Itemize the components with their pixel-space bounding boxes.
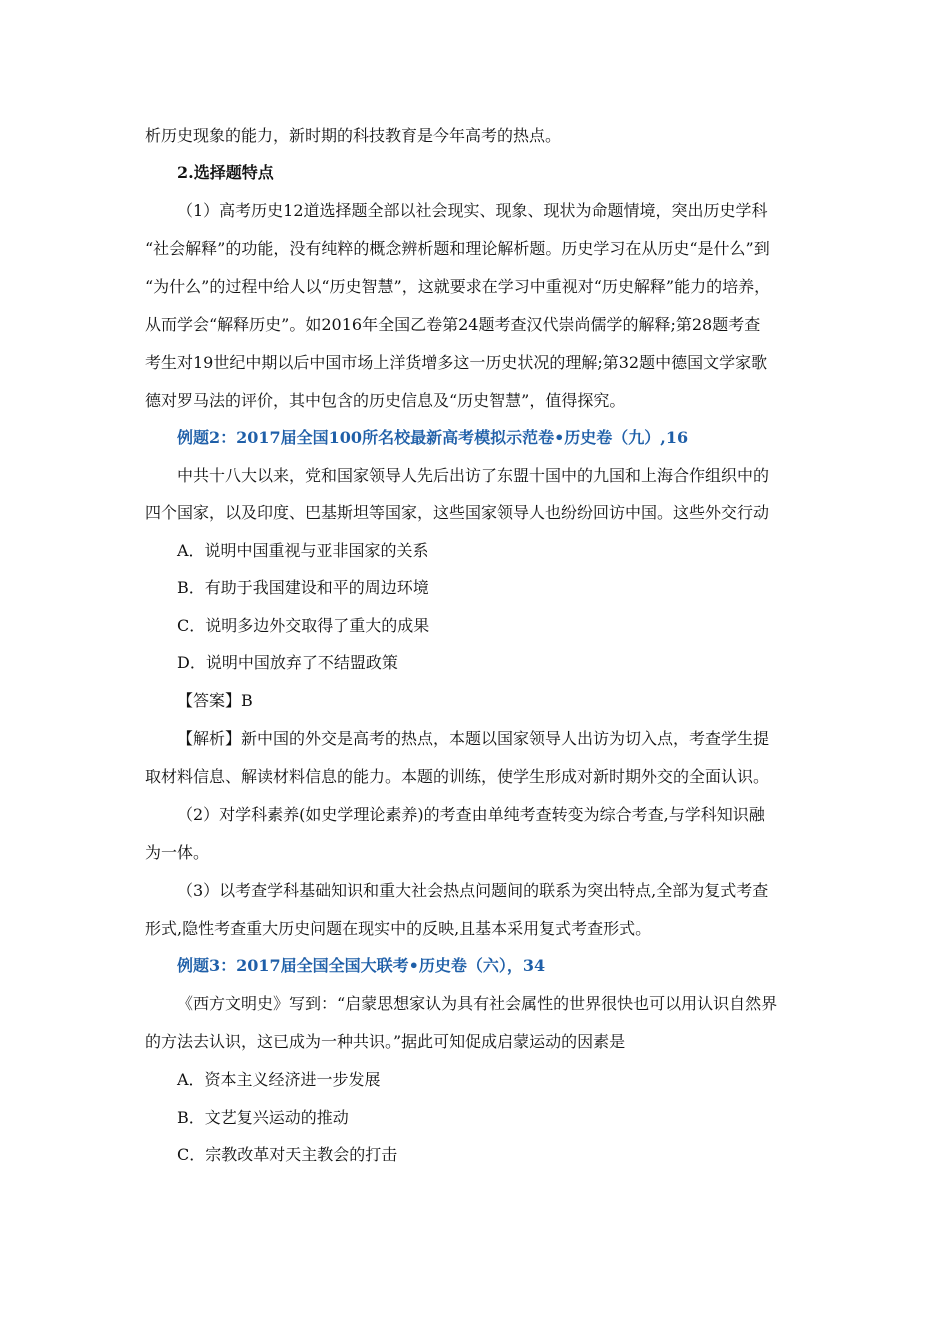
answer-option: A．说明中国重视与亚非国家的关系 (177, 541, 429, 560)
paragraph-line: 析历史现象的能力，新时期的科技教育是今年高考的热点。 (145, 126, 562, 145)
paragraph-line: 从而学会“解释历史”。如2016年全国乙卷第24题考查汉代崇尚儒学的解释;第28题考查 (145, 315, 761, 334)
analysis-line: 【解析】新中国的外交是高考的热点，本题以国家领导人出访为切入点，考查学生提 (177, 729, 770, 748)
paragraph-line: 考生对19世纪中期以后中国市场上洋货增多这一历史状况的理解;第32题中德国文学家歌 (145, 353, 768, 372)
analysis-line: 取材料信息、解读材料信息的能力。本题的训练，使学生形成对新时期外交的全面认识。 (145, 767, 770, 786)
answer-option: C．宗教改革对天主教会的打击 (177, 1145, 398, 1164)
question-stem-line: 的方法去认识，这已成为一种共识。”据此可知促成启蒙运动的因素是 (145, 1032, 626, 1051)
answer-option: C．说明多边外交取得了重大的成果 (177, 616, 430, 635)
paragraph-line: “为什么”的过程中给人以“历史智慧”，这就要求在学习中重视对“历史解释”能力的培养， (145, 277, 771, 296)
example-heading: 例题3：2017届全国全国大联考•历史卷（六），34 (177, 956, 546, 975)
paragraph-line: “社会解释”的功能，没有纯粹的概念辨析题和理论解析题。历史学习在从历史“是什么”到 (145, 239, 770, 258)
answer-option: B．有助于我国建设和平的周边环境 (177, 578, 429, 597)
paragraph-line: （2）对学科素养(如史学理论素养)的考查由单纯考查转变为综合考查,与学科知识融 (177, 805, 765, 824)
example-heading: 例题2：2017届全国100所名校最新高考模拟示范卷•历史卷（九）,16 (177, 428, 689, 447)
paragraph-line: 形式,隐性考查重大历史问题在现实中的反映,且基本采用复式考查形式。 (145, 919, 652, 938)
section-heading: 2.选择题特点 (177, 163, 274, 182)
answer-line: 【答案】B (177, 691, 253, 710)
question-stem-line: 《西方文明史》写到：“启蒙思想家认为具有社会属性的世界很快也可以用认识自然界 (177, 994, 778, 1013)
answer-option: B．文艺复兴运动的推动 (177, 1108, 349, 1127)
answer-option: D．说明中国放弃了不结盟政策 (177, 653, 398, 672)
paragraph-line: 德对罗马法的评价，其中包含的历史信息及“历史智慧”，值得探究。 (145, 391, 626, 410)
paragraph-line: （3）以考查学科基础知识和重大社会热点问题间的联系为突出特点,全部为复式考查 (177, 881, 769, 900)
question-stem-line: 中共十八大以来，党和国家领导人先后出访了东盟十国中的九国和上海合作组织中的 (177, 466, 770, 485)
question-stem-line: 四个国家，以及印度、巴基斯坦等国家，这些国家领导人也纷纷回访中国。这些外交行动 (145, 503, 770, 522)
paragraph-line: 为一体。 (145, 843, 210, 862)
paragraph-line: （1）高考历史12道选择题全部以社会现实、现象、现状为命题情境，突出历史学科 (177, 201, 768, 220)
answer-option: A．资本主义经济进一步发展 (177, 1070, 381, 1089)
